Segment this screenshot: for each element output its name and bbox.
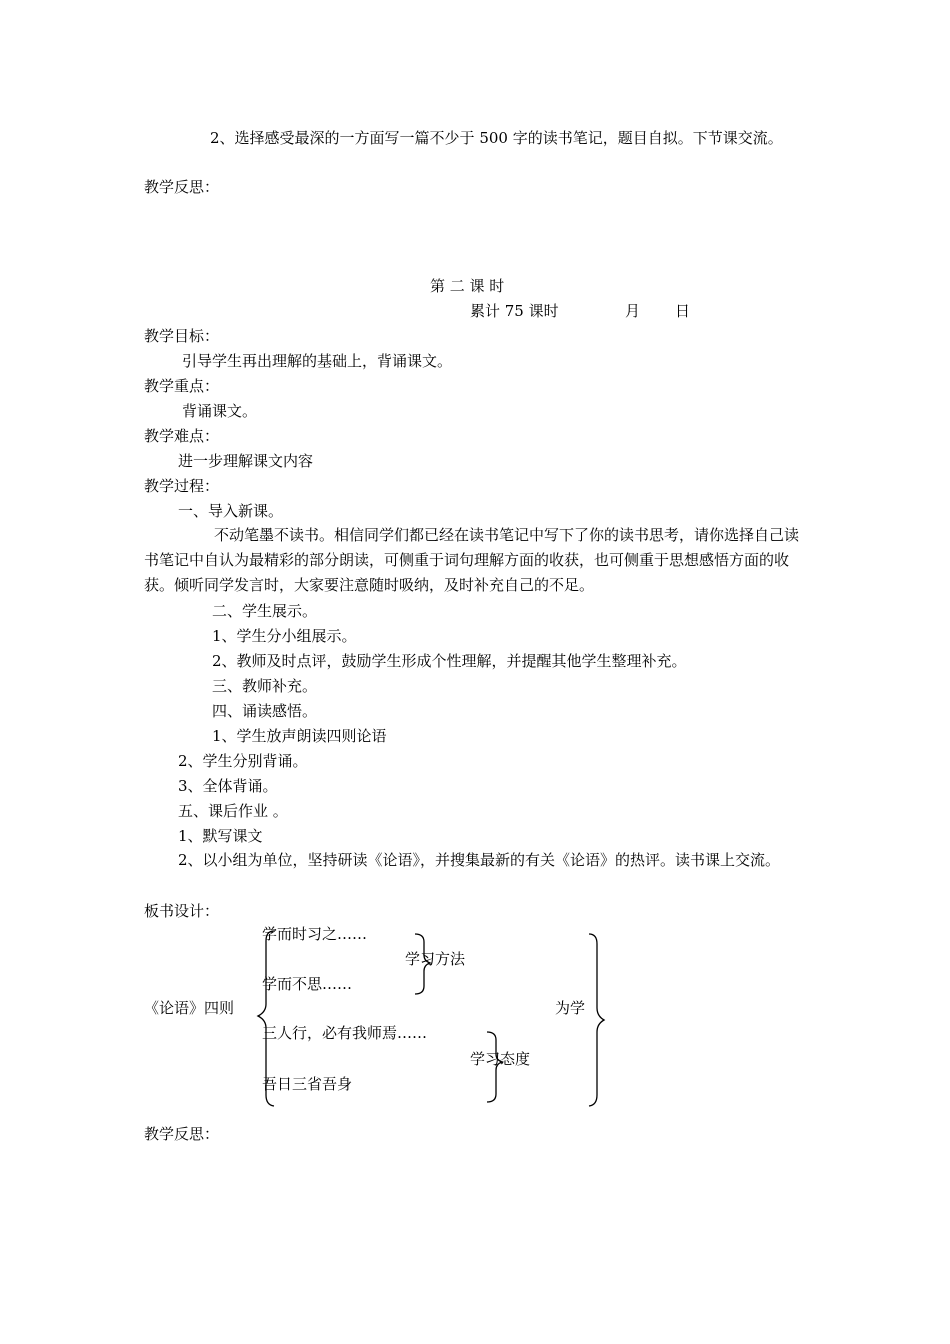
cumulative-hours: 累计 75 课时 — [470, 302, 559, 320]
board-conclusion: 为学 — [555, 999, 586, 1017]
process-step-2: 二、学生展示。 — [212, 602, 318, 620]
process-step-4-1: 1、学生放声朗读四则论语 — [212, 727, 387, 745]
process-step-2-1: 1、学生分小组展示。 — [212, 627, 357, 645]
process-step-3: 三、教师补充。 — [212, 677, 318, 695]
right-brace-attitude — [487, 1032, 502, 1102]
reflection-label-2: 教学反思： — [144, 1125, 220, 1143]
difficulties-text: 进一步理解课文内容 — [178, 452, 314, 470]
difficulties-label: 教学难点： — [144, 427, 220, 445]
month-field: 月 — [625, 302, 641, 320]
left-brace-main — [258, 931, 274, 1106]
board-line-3: 三人行，必有我师焉…… — [262, 1024, 428, 1042]
board-group-1: 学习方法 — [405, 950, 466, 968]
process-step-5-1: 1、默写课文 — [178, 827, 263, 845]
right-brace-method — [415, 934, 430, 994]
key-points-label: 教学重点： — [144, 377, 220, 395]
process-step-5-2: 2、以小组为单位，坚持研读《论语》，并搜集最新的有关《论语》的热评。读书课上交流。 — [178, 851, 781, 869]
day-field: 日 — [675, 302, 691, 320]
process-step-1: 一、导入新课。 — [178, 502, 284, 520]
board-line-4: 吾日三省吾身 — [262, 1075, 353, 1093]
right-brace-main — [589, 934, 604, 1106]
process-label: 教学过程： — [144, 477, 220, 495]
process-step-4-2: 2、学生分别背诵。 — [178, 752, 308, 770]
lesson-title: 第 二 课 时 — [430, 277, 505, 295]
board-line-1: 学而时习之…… — [262, 925, 368, 943]
objectives-text: 引导学生再出理解的基础上，背诵课文。 — [182, 352, 453, 370]
board-label: 板书设计： — [144, 902, 220, 920]
board-root: 《论语》四则 — [144, 999, 235, 1017]
board-group-2: 学习态度 — [470, 1050, 531, 1068]
process-step-1-text: 不动笔墨不读书。相信同学们都已经在读书笔记中写下了你的读书思考，请你选择自己读书笔记中自认为最精彩的部分朗读，可侧重于词句理解方面的收获，也可侧重于思想感悟方面的收获。倾听同学发言时，大家要注意随时吸纳，及时补充自己的不足。 — [144, 526, 800, 594]
key-points-text: 背诵课文。 — [182, 402, 258, 420]
reflection-label-1: 教学反思： — [144, 178, 220, 196]
process-step-4-3: 3、全体背诵。 — [178, 777, 278, 795]
process-step-5: 五、课后作业 。 — [178, 802, 288, 820]
process-step-2-2: 2、教师及时点评，鼓励学生形成个性理解，并提醒其他学生整理补充。 — [212, 652, 687, 670]
homework-item-2: 2、选择感受最深的一方面写一篇不少于 500 字的读书笔记，题目自拟。下节课交流。 — [210, 129, 783, 147]
objectives-label: 教学目标： — [144, 327, 220, 345]
process-step-4: 四、诵读感悟。 — [212, 702, 318, 720]
board-line-2: 学而不思…… — [262, 975, 353, 993]
